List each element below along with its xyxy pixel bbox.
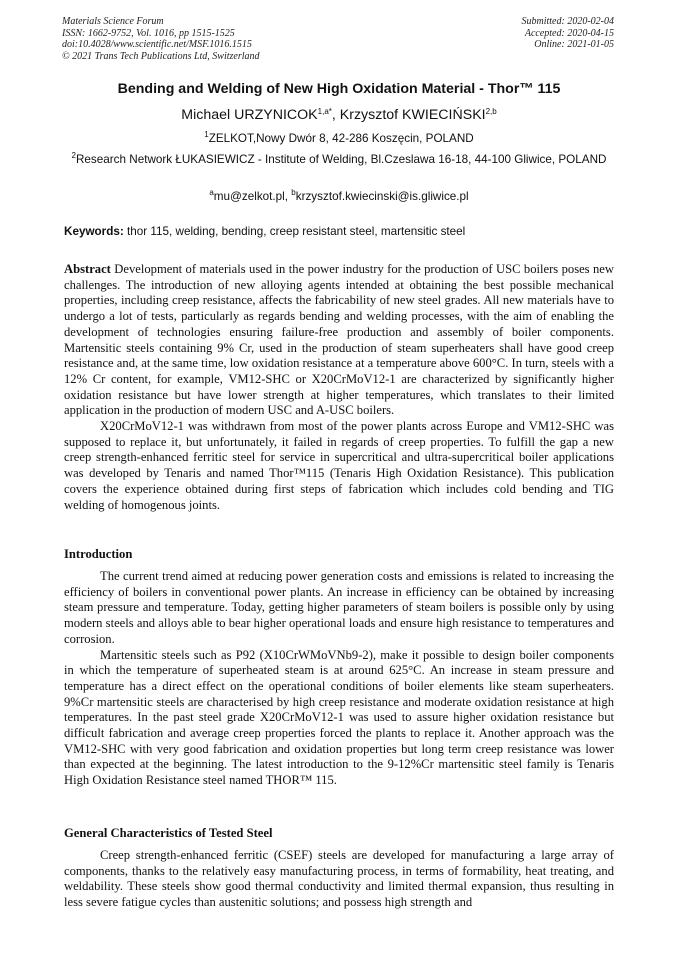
abstract-paragraph (64, 262, 614, 419)
keywords-text: thor 115, welding, bending, creep resistant steel, martensitic steel (123, 225, 466, 238)
affiliation-text: Research Network ŁUKASIEWICZ - Institute of Welding, Bl.Czeslawa 16-18, 44-100 Gliwice, POLAND (75, 153, 607, 166)
author-separator: , (331, 107, 340, 123)
submitted-date: Submitted: 2020-02-04 (521, 16, 614, 27)
affiliation-mark: 2 (71, 151, 76, 160)
journal-info (62, 16, 260, 62)
abstract (64, 262, 614, 513)
accepted-date: Accepted: 2020-04-15 (524, 27, 614, 39)
general-paragraph: Creep strength-enhanced ferritic (CSEF) steels are developed for manufacturing a large array of components, thanks to the relatively easy manufacturing process, in terms of formability, heat treating, and weldability. These steels show good thermal conductivity and limited thermal expansion, thus resulting in less severe fatigue cycles than austenitic solutions; and possess high strength and (64, 848, 614, 910)
author-emails (64, 189, 614, 205)
journal-name: Materials Science Forum (62, 16, 164, 27)
abstract-paragraph: X20CrMoV12-1 was withdrawn from most of the power plants across Europe and VM12-SHC was supposed to replace it, but unfortunately, it failed in regards of creep properties. To fulfill the gap a new creep strength-enhanced ferritic steel for service in supercritical and ultra-supercritical boiler applications was developed by Tenaris and named Thor™115 (Tenaris High Oxidation Resistance). This publication covers the experience obtained during first steps of fabrication which includes cold bending and TIG welding of homogenous joints. (64, 419, 614, 512)
email-link[interactable]: krzysztof.kwiecinski@is.gliwice.pl (295, 190, 469, 203)
email-mark: a (209, 188, 214, 197)
author-affiliation-mark: 1,a* (317, 107, 332, 116)
abstract-text: Development of materials used in the power industry for the production of USC boilers poses new challenges. The introduction of new alloying agents intended at obtaining the best possible mechanical properties, including creep resistance, affects the fabricability of new steel grades. All new materials have to undergo a lot of tests, particularly as regards bending and welding processes, with the aim of enabling the development of technologies ensuring failure-free production and assembly of boiler components. Martensitic steels containing 9% Cr, used in the production of steam superheaters shall have good creep resistance and, at the same time, low oxidation resistance at a temperature above 600°C. In turn, steels with a 12% Cr content, for example, VM12-SHC or X20CrMoV12-1 are characterized by significantly higher oxidation resistance but have lower strength at higher temperatures, which translates to their limited application in the production of modern USC and A-USC boilers. (64, 262, 614, 418)
keywords (64, 224, 614, 240)
publication-dates (522, 16, 615, 51)
email-mark: b (291, 188, 296, 197)
author-name: Michael URZYNICOK (181, 107, 318, 123)
author-affiliation-mark: 2,b (485, 107, 497, 116)
journal-doi: doi:10.4028/www.scientific.net/MSF.1016.1515 (62, 39, 252, 50)
section-heading: General Characteristics of Tested Steel (64, 826, 273, 840)
keywords-label: Keywords: (64, 225, 124, 238)
affiliation-2 (64, 152, 614, 168)
paper-title: Bending and Welding of New High Oxidation Material - Thor™ 115 (117, 81, 561, 97)
affiliation-mark: 1 (204, 130, 209, 139)
introduction-paragraph: Martensitic steels such as P92 (X10CrWMoVNb9-2), make it possible to design boiler components in which the temperature of superheated steam is at around 625°C. An increase in steam pressure and temperature has a direct effect on the operational conditions of boiler elements like steam superheaters. 9%Cr martensitic steels are characterised by high creep resistance and moderate oxidation resistance at high temperatures. In the past steel grade X20CrMoV12-1 was used to assure higher oxidation resistance but difficult fabrication and average creep properties forced the plants to replace it. Another approach was the VM12-SHC with very good fabrication and oxidation properties but long term creep resistance was lower than expected at the beginning. The latest introduction to the 9-12%Cr martensitic steel family is Tenaris High Oxidation Resistance steel named THOR™ 115. (64, 647, 614, 788)
introduction-paragraph: The current trend aimed at reducing power generation costs and emissions is related to increasing the efficiency of boilers in conventional power plants. An increase in efficiency can be obtained by increasing steam pressure and temperature. Today, getting higher parameters of steam boilers is possible only by using modern steels and alloys able to bear higher operational loads and ensure high resistance to temperatures and corrosion. (64, 569, 614, 646)
email-link[interactable]: mu@zelkot.pl, (213, 190, 292, 203)
introduction-section (64, 569, 614, 789)
journal-issn: ISSN: 1662-9752, Vol. 1016, pp 1515-1525 (62, 27, 235, 39)
general-characteristics-section (64, 848, 614, 911)
affiliation-1 (64, 131, 614, 147)
author-list (40, 105, 638, 125)
author-name: Krzysztof KWIECIŃSKI (339, 107, 486, 123)
journal-copyright: © 2021 Trans Tech Publications Ltd, Switzerland (62, 50, 260, 62)
affiliation-text: ZELKOT,Nowy Dwór 8, 42-286 Koszęcin, POLAND (208, 132, 474, 145)
online-date: Online: 2021-01-05 (534, 39, 614, 50)
abstract-label: Abstract (64, 262, 111, 276)
section-heading: Introduction (64, 547, 133, 561)
